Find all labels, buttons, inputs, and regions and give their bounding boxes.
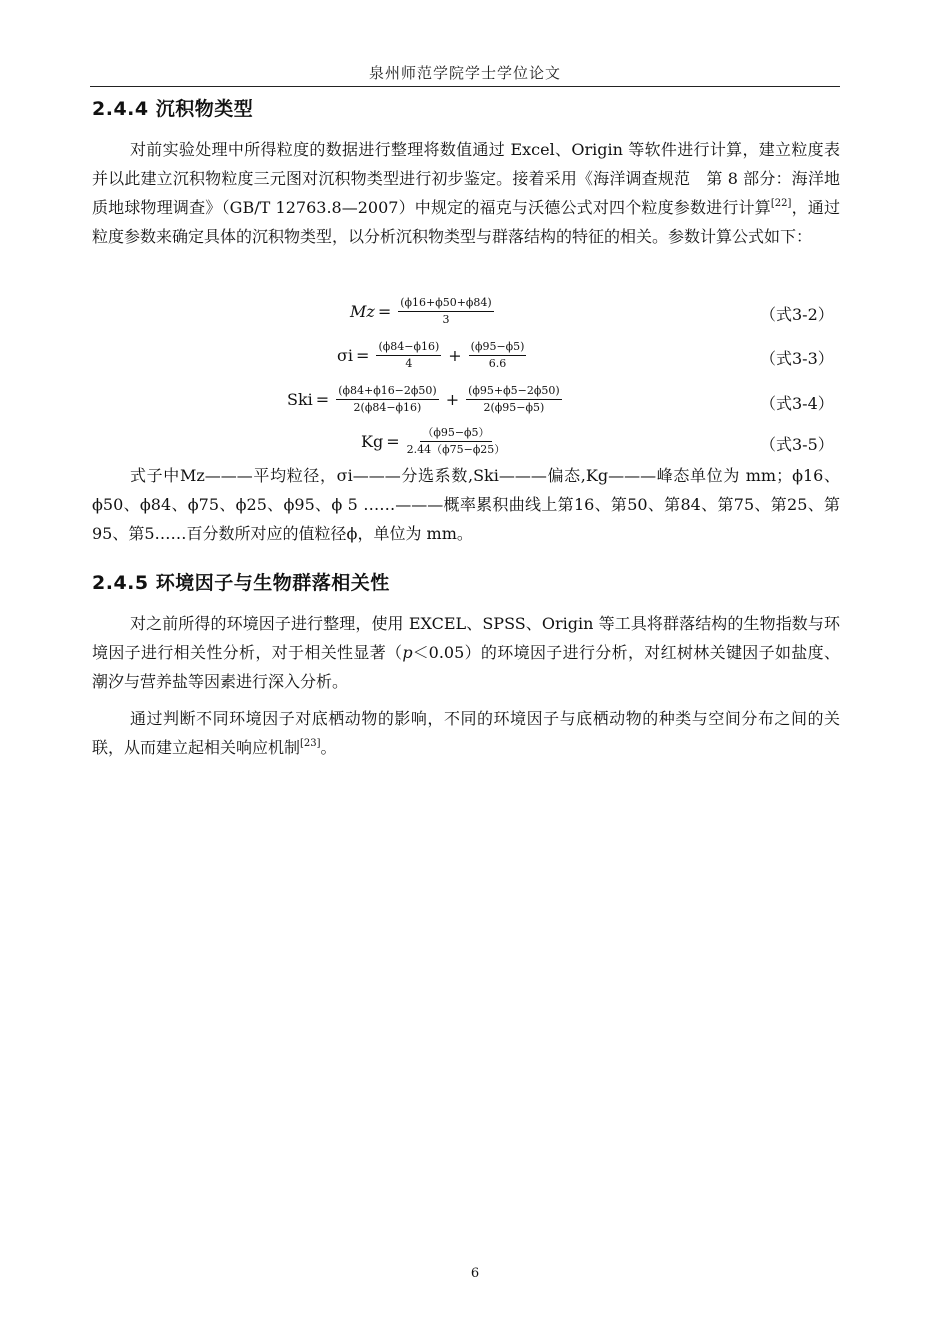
formula-lhs: Kg [361,432,384,451]
header-rule [90,86,840,87]
formula-lhs: σi [337,346,354,365]
fraction-numerator: (ϕ84+ϕ16−2ϕ50) [336,384,439,400]
paragraph-response-mechanism [92,704,840,762]
formula-fraction [336,384,439,415]
equation-label: （式3-3） [760,349,834,368]
formula-lhs: Ski [287,390,313,409]
fraction-denominator: 4 [405,357,413,370]
equation-label: （式3-5） [760,435,834,454]
formula-mz [350,296,498,327]
p-value-symbol: p [402,643,413,662]
formula-ski [287,384,566,415]
paragraph-formula-legend [92,461,840,548]
fraction-denominator: 2(ϕ95−ϕ5) [483,401,545,414]
fraction-numerator: (ϕ95−ϕ5) [469,340,527,356]
fraction-denominator: 3 [442,313,450,326]
paragraph-text: 通过判断不同环境因子对底栖动物的影响，不同的环境因子与底栖动物的种类与空间分布之间的关联，从而建立起相关响应机制 [92,709,840,757]
citation-ref: [23] [300,738,321,749]
section-heading-2-4-5: 2.4.5 环境因子与生物群落相关性 [92,572,390,594]
fraction-numerator: (ϕ95+ϕ5−2ϕ50) [466,384,562,400]
running-header: 泉州师范学院学士学位论文 [368,64,561,82]
formula-equals: = [315,390,330,409]
paragraph-sediment-method [92,135,840,251]
paragraph-correlation-method [92,609,840,696]
page-number: 6 [470,1266,480,1281]
fraction-denominator: 6.6 [488,357,507,370]
equation-label: （式3-2） [760,305,834,324]
paragraph-text: ，通过粒度参数来确定具体的沉积物类型，以分析沉积物类型与群落结构的特征的相关。参数计算公式如下： [92,198,840,246]
formula-lhs: Mz [350,302,375,321]
formula-fraction [469,340,527,371]
formula-fraction [466,384,562,415]
equation-label: （式3-4） [760,394,834,413]
section-heading-2-4-4: 2.4.4 沉积物类型 [92,98,254,120]
fraction-denominator: 2.44（ϕ75−ϕ25） [406,443,506,456]
formula-equals: = [356,346,370,365]
formula-equals: = [377,302,392,321]
paragraph-text: ＜0.05）的环境因子进行分析，对红树林关键因子如盐度、潮汐与营养盐等因素进行深入分析。 [92,643,840,691]
formula-fraction [407,426,506,457]
formula-sigma-i [337,340,530,371]
formula-kg [361,426,509,457]
paragraph-text: 对前实验处理中所得粒度的数据进行整理将数值通过 Excel、Origin 等软件进行计算，建立粒度表并以此建立沉积物粒度三元图对沉积物类型进行初步鉴定。接着采用《海洋调查规范 第 8 部分：海洋地质地球物理调查》（GB/T 12763.8—2007）中规定的福克与沃德公式对四个粒度参数进行计算 [92,140,840,217]
fraction-numerator: (ϕ16+ϕ50+ϕ84) [398,296,494,312]
fraction-numerator: (ϕ84−ϕ16) [376,340,441,356]
formula-equals: = [386,432,400,451]
fraction-denominator: 2(ϕ84−ϕ16) [353,401,422,414]
paragraph-text: 式子中Mz———平均粒径，σi———分选系数,Ski———偏态,Kg———峰态单位为 mm；ϕ16、ϕ50、ϕ84、ϕ75、ϕ25、ϕ95、ϕ 5 ……———概率累积曲线上第16、第50、第84、第75、第25、第95、第5……百分数所对应的值粒径ϕ，单位为 mm。 [92,466,840,543]
formula-fraction [398,296,494,327]
fraction-numerator: （ϕ95−ϕ5） [420,426,491,442]
formula-plus: + [448,346,462,365]
paragraph-text: 。 [320,738,337,757]
citation-ref: [22] [770,198,792,209]
paragraph-text: 对之前所得的环境因子进行整理，使用 EXCEL、SPSS、Origin 等工具将群落结构的生物指数与环境因子进行相关性分析，对于相关性显著（ [92,614,840,662]
formula-plus: + [445,390,460,409]
formula-fraction [376,340,441,371]
